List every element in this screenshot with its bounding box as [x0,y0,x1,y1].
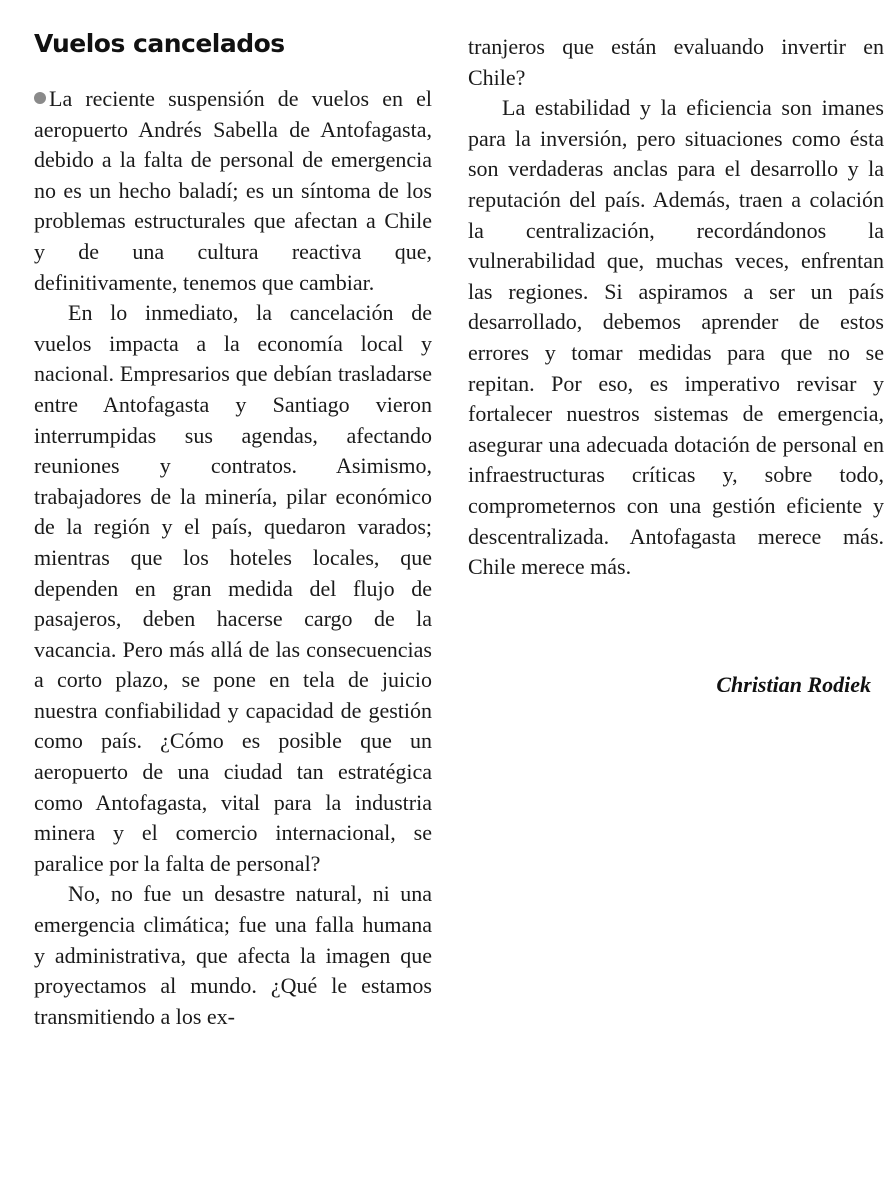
paragraph-3: No, no fue un desastre natural, ni una emergencia climática; fue una falla humana y administrativa, que afecta la imagen que proyectamos al mundo. ¿Qué le estamos transmitiendo a los ex- [34,881,432,1029]
paragraph-continuation: tranjeros que están evaluando invertir en Chile? [468,34,884,90]
paragraph-4: La estabilidad y la eficiencia son imanes para la inversión, pero situaciones como ésta son verdaderas anclas para el desarrollo y la reputación del país. Además, traen a colación la centralización, recordándonos la vulnerabilidad que, muchas veces, enfrentan las regiones. Si aspiramos a ser un país desarrollado, debemos aprender de estos errores y tomar medidas para que no se repitan. Por eso, es imperativo revisar y fortalecer nuestros sistemas de emergencia, asegurar una adecuada dotación de personal en infraestructuras críticas y, sobre todo, comprometernos con una gestión eficiente y descentralizada. Antofagasta merece más. Chile merece más. [468,95,884,580]
author-signature: Christian Rodiek [716,672,871,697]
paragraph-1-text: La reciente suspensión de vuelos en el aeropuerto Andrés Sabella de Antofagasta, debido a la falta de personal de emergencia no es un hecho baladí; es un síntoma de los problemas estructurales que afectan a Chile y de una cultura reactiva que, definitivamente, tenemos que cambiar. [34,86,432,295]
paragraph-2: En lo inmediato, la cancelación de vuelos impacta a la economía local y nacional. Empresarios que debían trasladarse entre Antofagasta y Santiago vieron interrumpidas sus agendas, afectando reuniones y contratos. Asimismo, trabajadores de la minería, pilar económico de la región y el país, quedaron varados; mientras que los hoteles locales, que dependen en gran medida del flujo de pasajeros, deben hacerse cargo de la vacancia. Pero más allá de las consecuencias a corto plazo, se pone en tela de juicio nuestra confiabilidad y capacidad de gestión como país. ¿Cómo es posible que un aeropuerto de una ciudad tan estratégica como Antofagasta, vital para la industria minera y el comercio internacional, se paralice por la falta de personal? [34,300,432,876]
article-title: Vuelos cancelados [34,29,285,58]
bullet-icon [34,92,46,104]
right-column [468,32,884,583]
paragraph-1 [34,84,432,298]
left-column [34,84,432,1032]
